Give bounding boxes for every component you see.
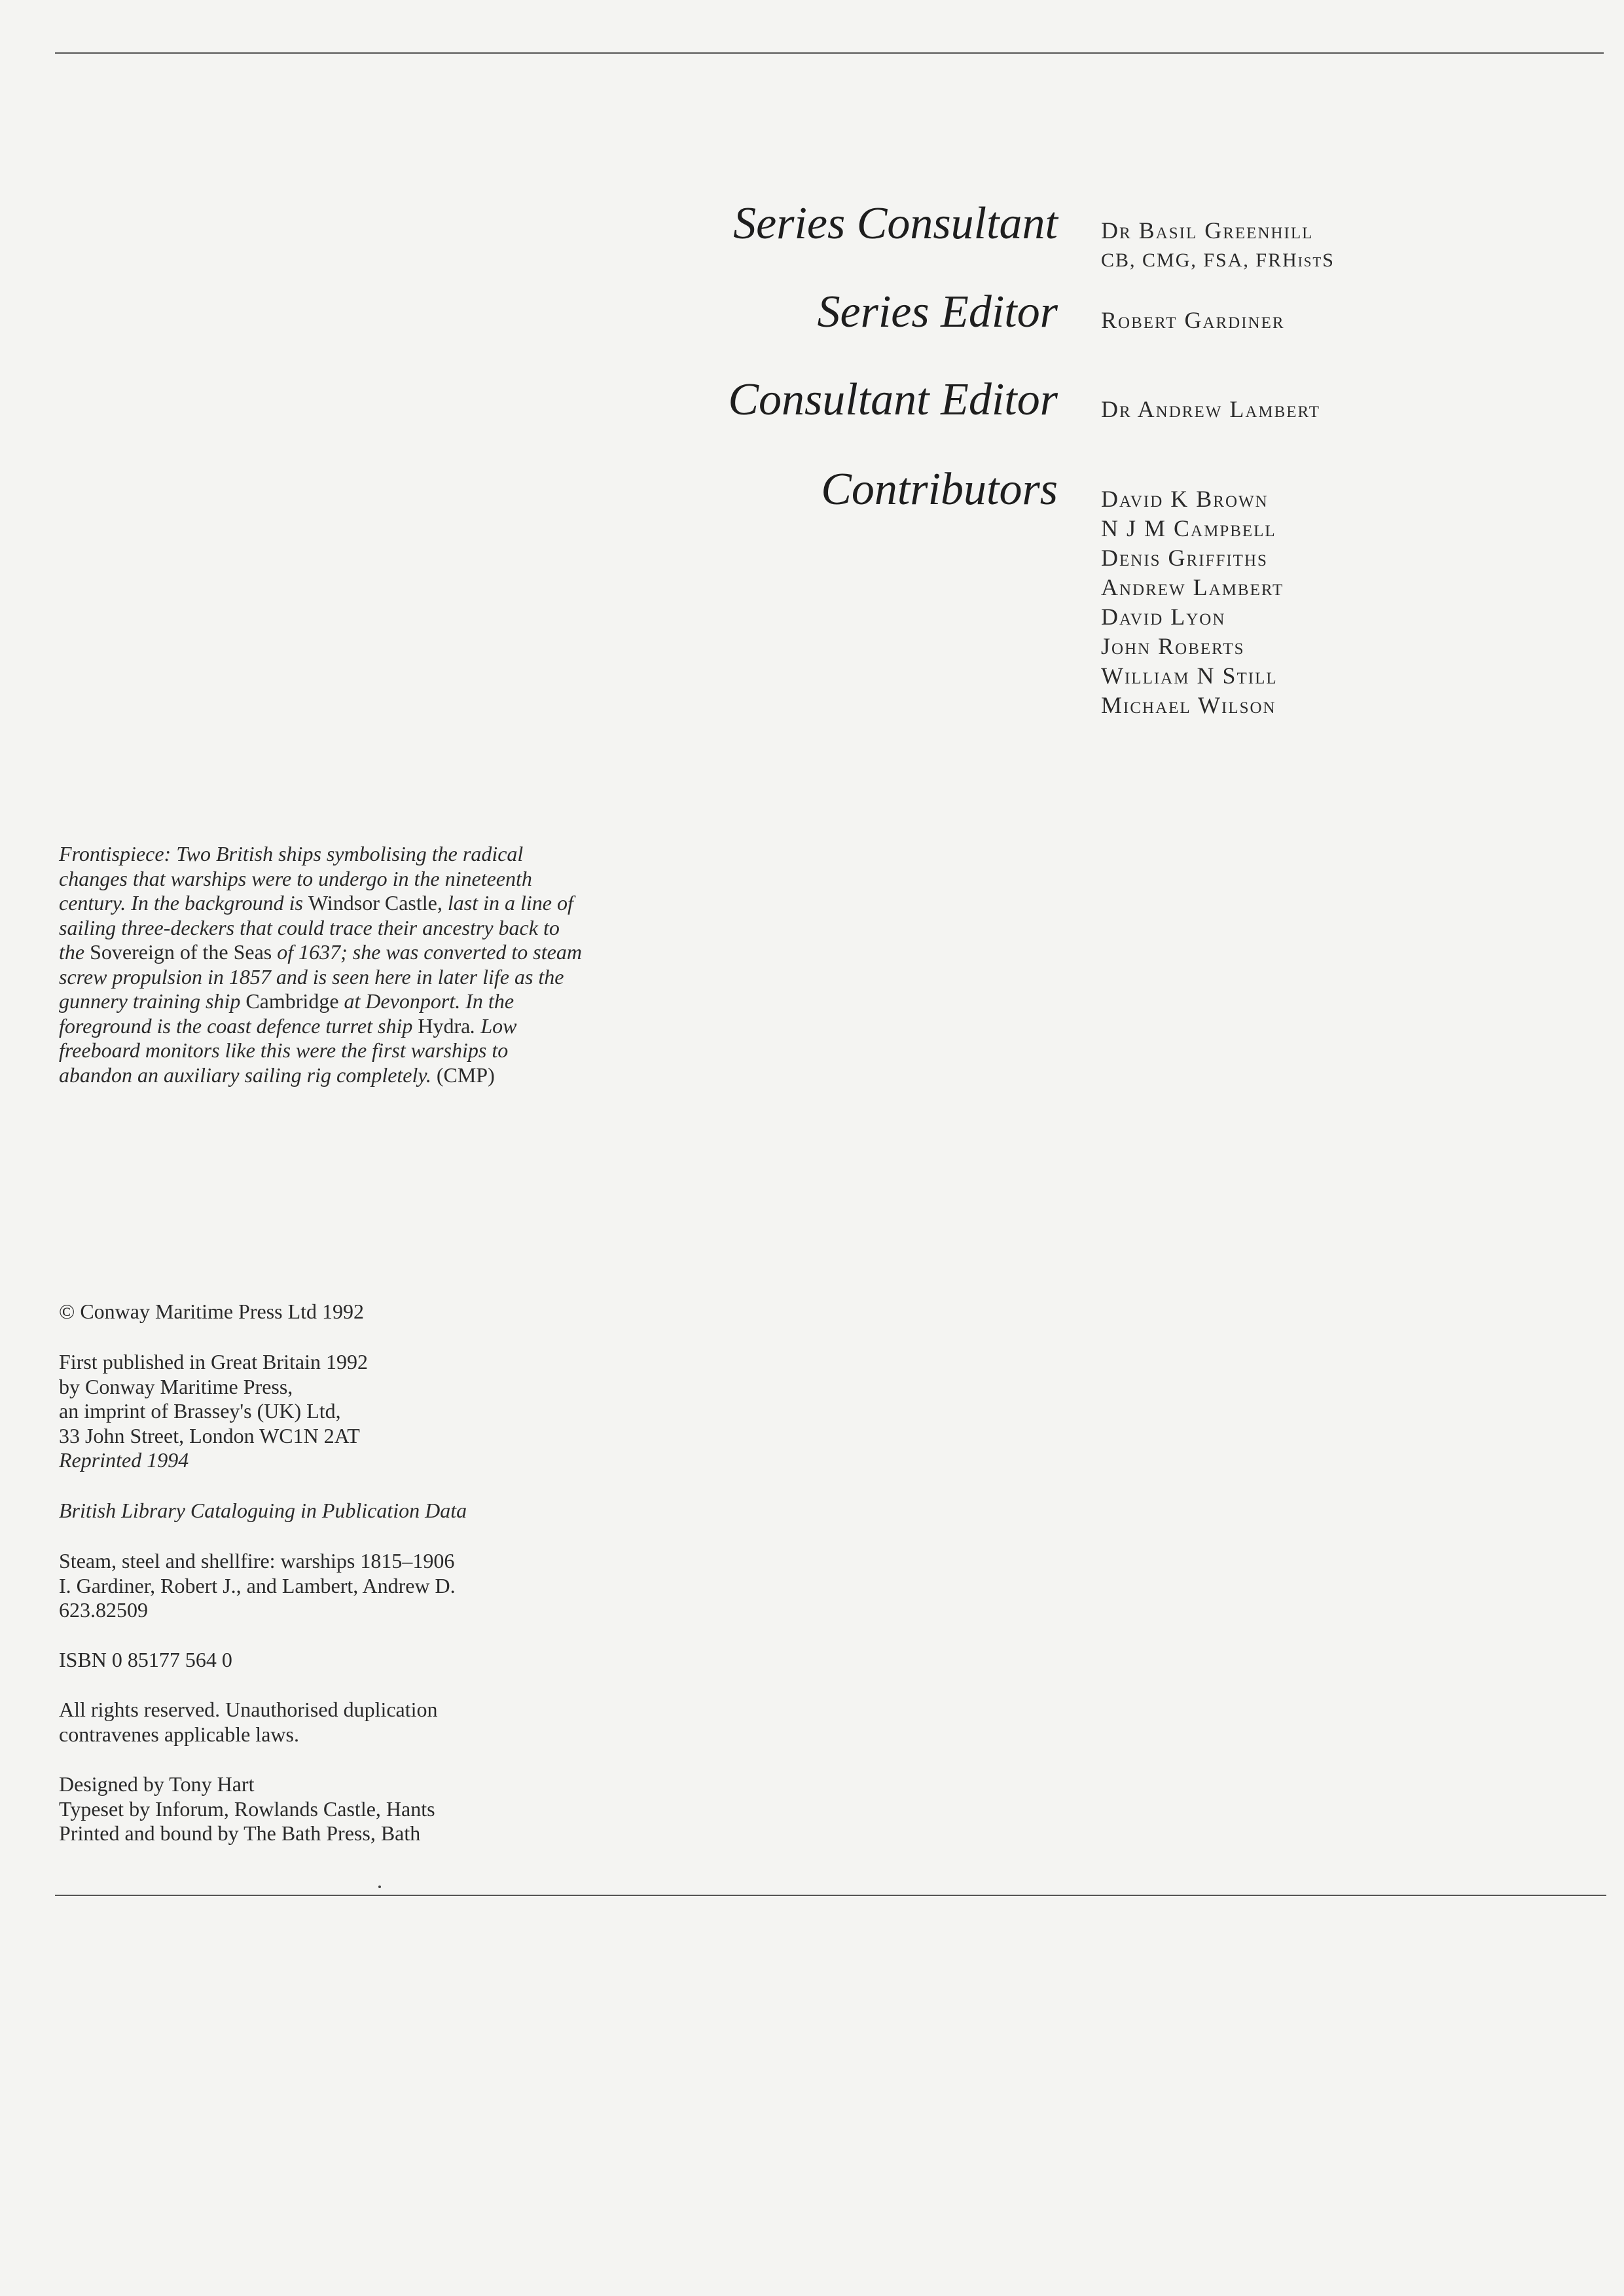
contributor-name: Andrew Lambert — [1101, 574, 1284, 600]
bottom-rule — [55, 1895, 1606, 1896]
role-series-editor: Series Editor — [817, 287, 1058, 337]
production-credits — [59, 1772, 435, 1846]
credit-name: Dr Basil Greenhill — [1101, 217, 1314, 244]
role-contributors: Contributors — [821, 464, 1058, 515]
contributor-name: Michael Wilson — [1101, 692, 1276, 718]
rights-notice — [59, 1698, 438, 1747]
names-series-consultant — [1101, 216, 1335, 275]
credit-honours: CB, CMG, FSA, FRHistS — [1101, 249, 1335, 271]
caption-text: of 1637; she was converted to steam screw propulsion in 1857 and is seen here in later life as the gunnery training ship — [59, 940, 582, 1013]
contributor-name: John Roberts — [1101, 633, 1245, 659]
caption-text: , last in a line of sailing three-deckers that could trace their ancestry back to the — [59, 891, 573, 964]
rights-line: contravenes applicable laws. — [59, 1722, 299, 1746]
caption-text: Frontispiece: Two British ships symbolising the radical changes that warships were to undergo in the nineteenth century. In the background is — [59, 842, 532, 915]
contributor-name: William N Still — [1101, 663, 1278, 689]
production-line: Designed by Tony Hart — [59, 1772, 255, 1796]
contributor-name: N J M Campbell — [1101, 515, 1276, 541]
reprinted-line: Reprinted 1994 — [59, 1448, 189, 1472]
production-line: Typeset by Inforum, Rowlands Castle, Hants — [59, 1796, 435, 1821]
cip-line: 623.82509 — [59, 1598, 148, 1622]
names-contributors — [1101, 484, 1284, 720]
production-line: Printed and bound by The Bath Press, Bath — [59, 1821, 421, 1845]
names-series-editor — [1101, 306, 1285, 335]
publication-details — [59, 1350, 368, 1473]
top-rule — [55, 52, 1604, 54]
cip-data — [59, 1549, 456, 1623]
credit-name: Robert Gardiner — [1101, 307, 1285, 333]
imprint-line: an imprint of Brassey's (UK) Ltd, — [59, 1399, 341, 1423]
caption-text: . Low freeboard monitors like this were the first warships to abandon an auxiliary sailing rig completely. — [59, 1013, 517, 1087]
role-consultant-editor: Consultant Editor — [728, 374, 1058, 425]
role-series-consultant: Series Consultant — [733, 198, 1058, 249]
rights-line: All rights reserved. Unauthorised duplication — [59, 1698, 438, 1721]
stray-mark — [378, 1886, 381, 1888]
caption-text: at Devonport. In the foreground is the coast defence turret ship — [59, 989, 514, 1038]
caption-ship-name: Hydra — [418, 1013, 471, 1038]
caption-ship-name: Sovereign of the Seas — [90, 940, 272, 964]
contributor-name: Denis Griffiths — [1101, 545, 1268, 571]
contributor-name: David Lyon — [1101, 604, 1226, 630]
caption-photo-credit: (CMP) — [431, 1063, 495, 1087]
credit-name: Dr Andrew Lambert — [1101, 396, 1320, 422]
imprint-line: 33 John Street, London WC1N 2AT — [59, 1423, 360, 1448]
caption-ship-name: Cambridge — [245, 989, 339, 1013]
cip-line: Steam, steel and shellfire: warships 1815–1906 — [59, 1549, 455, 1573]
imprint-line: First published in Great Britain 1992 — [59, 1350, 368, 1374]
contributor-name: David K Brown — [1101, 486, 1269, 512]
imprint-line: by Conway Maritime Press, — [59, 1374, 293, 1398]
names-consultant-editor — [1101, 395, 1320, 424]
copyright-line: © Conway Maritime Press Ltd 1992 — [59, 1300, 365, 1323]
isbn: ISBN 0 85177 564 0 — [59, 1648, 232, 1671]
frontispiece-caption — [59, 842, 583, 1087]
cip-line: I. Gardiner, Robert J., and Lambert, Andrew D. — [59, 1573, 456, 1597]
caption-ship-name: Windsor Castle — [308, 891, 437, 915]
cip-heading: British Library Cataloguing in Publication Data — [59, 1499, 467, 1522]
